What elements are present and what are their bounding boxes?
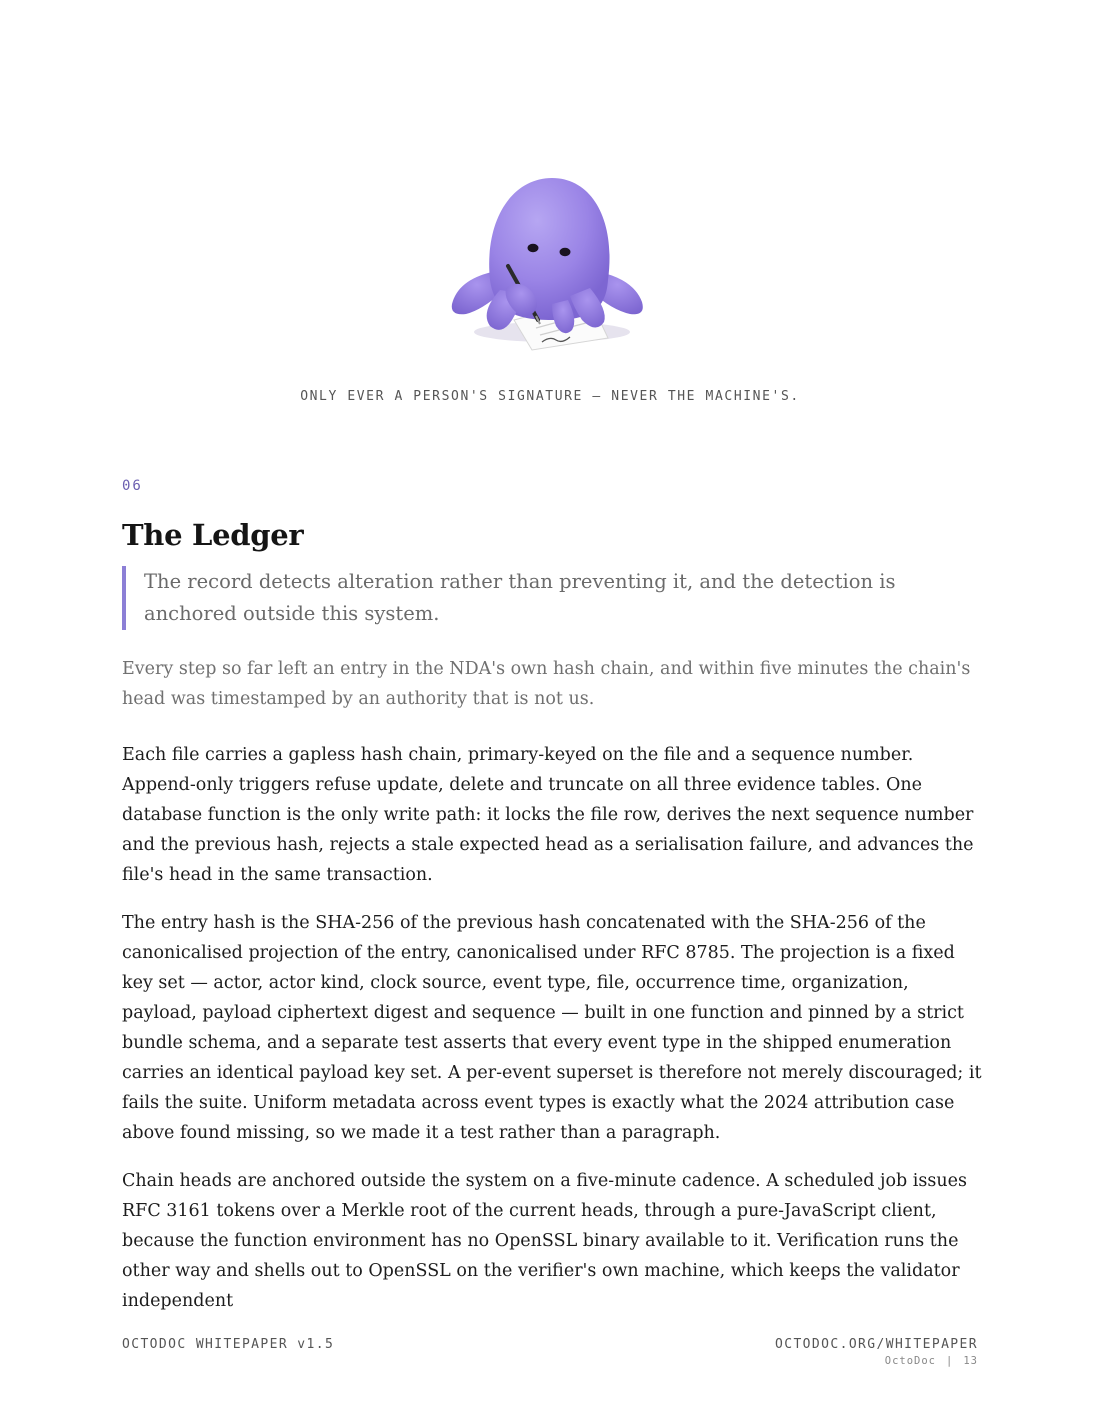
footer-title: OCTODOC WHITEPAPER v1.5 bbox=[122, 1337, 335, 1352]
body-paragraph: Chain heads are anchored outside the system on a five-minute cadence. A scheduled job issues RFC 3161 tokens over a Merkle root of the current heads, through a pure-JavaScript client, because the function environment has no OpenSSL binary available to it. Verification runs the other way and shells out to OpenSSL on the verifier's own machine, which keeps the validator independent bbox=[122, 1171, 967, 1311]
body-text bbox=[122, 740, 982, 1334]
footer-separator: | bbox=[946, 1355, 954, 1367]
body-paragraph: Each file carries a gapless hash chain, primary-keyed on the file and a sequence number. Append-only triggers refuse update, delete and truncate on all three evidence tables. One database function is the only write path: it locks the file row, derives the next sequence number and the previous hash, rejects a stale expected head as a serialisation failure, and advances the file's head in the same transaction. bbox=[122, 745, 974, 885]
footer-right bbox=[775, 1337, 978, 1367]
pull-quote: The record detects alteration rather than preventing it, and the detection is anchored outside this system. bbox=[122, 566, 978, 630]
hero-illustration bbox=[0, 160, 1100, 360]
page-number: 13 bbox=[963, 1355, 978, 1367]
section-title: The Ledger bbox=[122, 518, 304, 552]
footer-url: OCTODOC.ORG/WHITEPAPER bbox=[775, 1337, 978, 1352]
octopus-signing-icon bbox=[440, 160, 660, 360]
body-paragraph: The entry hash is the SHA-256 of the previous hash concatenated with the SHA-256 of the canonicalised projection of the entry, canonicalised under RFC 8785. The projection is a fixed key set — actor, actor kind, clock source, event type, file, occurrence time, organization, payload, payload ciphertext digest and sequence — built in one function and pinned by a strict bundle schema, and a separate test asserts that every event type in the shipped enumeration carries an identical payload key set. A per-event superset is therefore not merely discouraged; it fails the suite. Uniform metadata across event types is exactly what the 2024 attribution case above found missing, so we made it a test rather than a paragraph. bbox=[122, 913, 982, 1143]
hero-caption: ONLY EVER A PERSON'S SIGNATURE — NEVER THE MACHINE'S. bbox=[300, 389, 800, 404]
footer-brand: OctoDoc bbox=[884, 1355, 937, 1367]
footer-meta bbox=[775, 1355, 978, 1367]
lede-paragraph: Every step so far left an entry in the NDA's own hash chain, and within five minutes the chain's head was timestamped by an authority that is not us. bbox=[122, 659, 971, 709]
section-number: 06 bbox=[122, 478, 143, 494]
